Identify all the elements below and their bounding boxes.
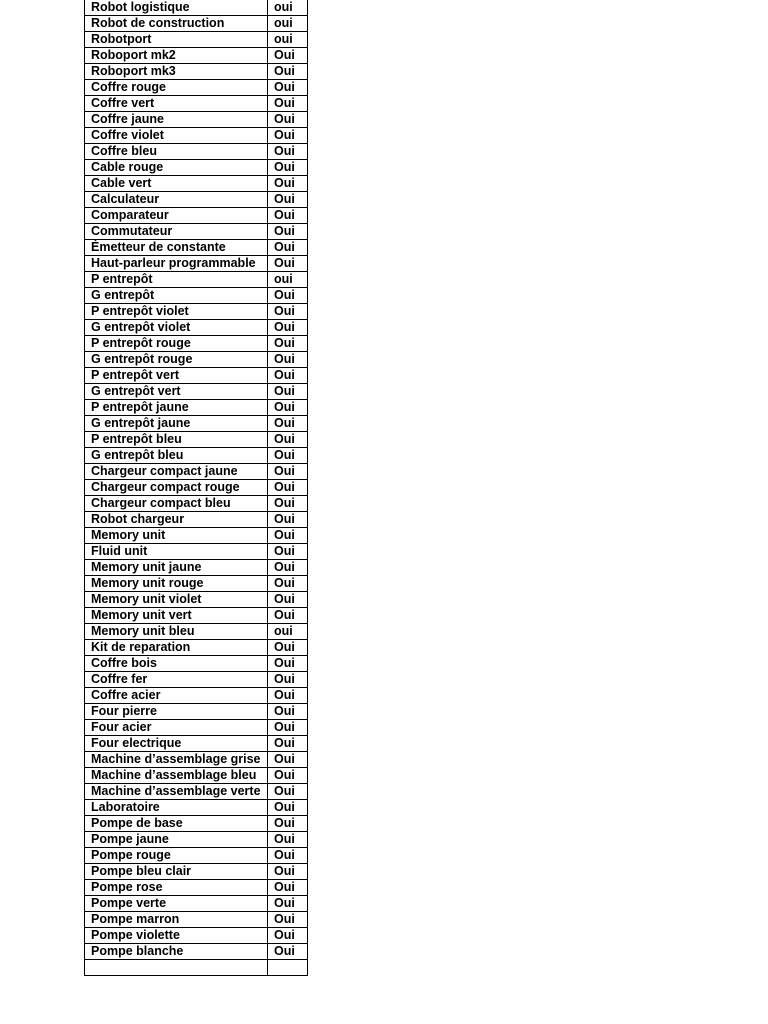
item-name-cell[interactable]: Comparateur: [85, 208, 268, 224]
item-value-cell[interactable]: Oui: [268, 288, 308, 304]
item-value-cell[interactable]: Oui: [268, 384, 308, 400]
item-value-cell[interactable]: Oui: [268, 112, 308, 128]
item-name-cell[interactable]: Robot de construction: [85, 16, 268, 32]
table-row: [85, 336, 308, 352]
item-name-cell[interactable]: Robot logistique: [85, 0, 268, 16]
item-name-cell[interactable]: Coffre jaune: [85, 112, 268, 128]
item-value-cell[interactable]: Oui: [268, 128, 308, 144]
table-row: [85, 352, 308, 368]
items-table: [84, 0, 308, 976]
item-value-cell[interactable]: Oui: [268, 192, 308, 208]
table-row: [85, 512, 308, 528]
item-value-cell[interactable]: Oui: [268, 256, 308, 272]
item-name-cell[interactable]: Memory unit vert: [85, 608, 268, 624]
item-value-cell[interactable]: Oui: [268, 480, 308, 496]
table-row: [85, 240, 308, 256]
item-name-cell[interactable]: Memory unit bleu: [85, 624, 268, 640]
item-name-cell[interactable]: Coffre rouge: [85, 80, 268, 96]
item-name-cell[interactable]: G entrepôt bleu: [85, 448, 268, 464]
item-name-cell[interactable]: Memory unit violet: [85, 592, 268, 608]
item-value-cell[interactable]: Oui: [268, 224, 308, 240]
item-name-cell[interactable]: Pompe rose: [85, 880, 268, 896]
table-row: [85, 720, 308, 736]
item-name-cell[interactable]: Commutateur: [85, 224, 268, 240]
item-name-cell[interactable]: Machine d’assemblage bleu: [85, 768, 268, 784]
item-name-cell[interactable]: Pompe bleu clair: [85, 864, 268, 880]
table-row: [85, 592, 308, 608]
item-value-cell[interactable]: Oui: [268, 416, 308, 432]
table-row: [85, 688, 308, 704]
table-row: [85, 880, 308, 896]
item-value-cell[interactable]: Oui: [268, 640, 308, 656]
item-name-cell[interactable]: P entrepôt violet: [85, 304, 268, 320]
item-name-cell[interactable]: Pompe verte: [85, 896, 268, 912]
item-value-cell[interactable]: Oui: [268, 432, 308, 448]
table-row: [85, 576, 308, 592]
item-name-cell[interactable]: Machine d’assemblage grise: [85, 752, 268, 768]
table-row: [85, 416, 308, 432]
item-value-cell[interactable]: Oui: [268, 720, 308, 736]
table-row: [85, 736, 308, 752]
table-row: [85, 128, 308, 144]
item-name-cell[interactable]: G entrepôt rouge: [85, 352, 268, 368]
item-value-cell[interactable]: oui: [268, 16, 308, 32]
item-value-cell[interactable]: Oui: [268, 736, 308, 752]
table-row: [85, 704, 308, 720]
item-name-cell[interactable]: P entrepôt vert: [85, 368, 268, 384]
table-row: [85, 16, 308, 32]
item-name-cell[interactable]: Chargeur compact rouge: [85, 480, 268, 496]
item-name-cell[interactable]: Four electrique: [85, 736, 268, 752]
item-value-cell[interactable]: Oui: [268, 352, 308, 368]
table-row: [85, 784, 308, 800]
table-row: [85, 752, 308, 768]
item-value-cell[interactable]: Oui: [268, 752, 308, 768]
table-row: [85, 816, 308, 832]
table-row: [85, 544, 308, 560]
item-value-cell[interactable]: Oui: [268, 304, 308, 320]
table-row: [85, 0, 308, 16]
item-name-cell[interactable]: Coffre acier: [85, 688, 268, 704]
table-row: [85, 832, 308, 848]
table-row: [85, 400, 308, 416]
item-name-cell[interactable]: Robot chargeur: [85, 512, 268, 528]
item-name-cell[interactable]: Pompe marron: [85, 912, 268, 928]
table-row: [85, 304, 308, 320]
table-row: [85, 208, 308, 224]
item-value-cell[interactable]: Oui: [268, 464, 308, 480]
table-row: [85, 928, 308, 944]
table-row: [85, 848, 308, 864]
table-row: [85, 96, 308, 112]
item-name-cell[interactable]: Pompe jaune: [85, 832, 268, 848]
table-row: [85, 272, 308, 288]
table-row: [85, 944, 308, 960]
item-name-cell[interactable]: Coffre vert: [85, 96, 268, 112]
item-value-cell[interactable]: Oui: [268, 512, 308, 528]
item-value-cell[interactable]: Oui: [268, 688, 308, 704]
table-row: [85, 256, 308, 272]
table-row: [85, 896, 308, 912]
table-row: [85, 48, 308, 64]
item-name-cell[interactable]: Coffre violet: [85, 128, 268, 144]
item-name-cell[interactable]: Four pierre: [85, 704, 268, 720]
item-value-cell[interactable]: Oui: [268, 544, 308, 560]
table-row: [85, 640, 308, 656]
item-name-cell[interactable]: Memory unit rouge: [85, 576, 268, 592]
table-row: [85, 464, 308, 480]
item-value-cell[interactable]: Oui: [268, 208, 308, 224]
item-value-cell[interactable]: Oui: [268, 592, 308, 608]
table-row: [85, 160, 308, 176]
table-row: [85, 528, 308, 544]
item-name-cell[interactable]: Pompe rouge: [85, 848, 268, 864]
item-name-cell[interactable]: P entrepôt rouge: [85, 336, 268, 352]
item-name-cell[interactable]: Memory unit: [85, 528, 268, 544]
item-value-cell[interactable]: Oui: [268, 576, 308, 592]
item-value-cell[interactable]: Oui: [268, 528, 308, 544]
item-name-cell[interactable]: Coffre bois: [85, 656, 268, 672]
item-name-cell[interactable]: Robotport: [85, 32, 268, 48]
table-row: [85, 288, 308, 304]
item-name-cell[interactable]: G entrepôt jaune: [85, 416, 268, 432]
item-value-cell[interactable]: Oui: [268, 768, 308, 784]
spreadsheet-sheet: [84, 0, 308, 976]
item-value-cell[interactable]: Oui: [268, 48, 308, 64]
item-name-cell[interactable]: Roboport mk2: [85, 48, 268, 64]
item-value-cell[interactable]: oui: [268, 32, 308, 48]
item-value-cell[interactable]: Oui: [268, 144, 308, 160]
item-value-cell[interactable]: Oui: [268, 912, 308, 928]
item-value-cell[interactable]: Oui: [268, 704, 308, 720]
table-row: [85, 192, 308, 208]
table-row: [85, 448, 308, 464]
item-name-cell[interactable]: Haut-parleur programmable: [85, 256, 268, 272]
item-name-cell[interactable]: G entrepôt vert: [85, 384, 268, 400]
table-row: [85, 224, 308, 240]
item-name-cell[interactable]: Calculateur: [85, 192, 268, 208]
item-name-cell[interactable]: Pompe de base: [85, 816, 268, 832]
item-value-cell[interactable]: Oui: [268, 896, 308, 912]
item-value-cell[interactable]: Oui: [268, 608, 308, 624]
item-value-cell[interactable]: Oui: [268, 656, 308, 672]
item-value-cell[interactable]: Oui: [268, 496, 308, 512]
item-name-cell[interactable]: P entrepôt: [85, 272, 268, 288]
item-value-cell[interactable]: Oui: [268, 176, 308, 192]
item-name-cell[interactable]: Pompe violette: [85, 928, 268, 944]
item-value-cell[interactable]: Oui: [268, 320, 308, 336]
table-row: [85, 912, 308, 928]
item-name-cell[interactable]: [85, 960, 268, 976]
table-row: [85, 368, 308, 384]
table-row: [85, 960, 308, 976]
item-value-cell[interactable]: Oui: [268, 400, 308, 416]
item-name-cell[interactable]: G entrepôt violet: [85, 320, 268, 336]
item-name-cell[interactable]: Memory unit jaune: [85, 560, 268, 576]
table-row: [85, 144, 308, 160]
item-name-cell[interactable]: Coffre fer: [85, 672, 268, 688]
item-value-cell[interactable]: Oui: [268, 800, 308, 816]
item-value-cell[interactable]: Oui: [268, 96, 308, 112]
item-value-cell[interactable]: Oui: [268, 928, 308, 944]
table-row: [85, 496, 308, 512]
item-value-cell[interactable]: Oui: [268, 816, 308, 832]
table-row: [85, 624, 308, 640]
table-row: [85, 608, 308, 624]
item-name-cell[interactable]: Fluid unit: [85, 544, 268, 560]
item-name-cell[interactable]: Pompe blanche: [85, 944, 268, 960]
table-row: [85, 480, 308, 496]
item-name-cell[interactable]: Cable vert: [85, 176, 268, 192]
table-row: [85, 320, 308, 336]
item-value-cell[interactable]: Oui: [268, 64, 308, 80]
table-row: [85, 80, 308, 96]
item-name-cell[interactable]: Kit de reparation: [85, 640, 268, 656]
item-value-cell[interactable]: Oui: [268, 368, 308, 384]
item-value-cell[interactable]: Oui: [268, 560, 308, 576]
table-row: [85, 864, 308, 880]
table-row: [85, 64, 308, 80]
items-table-body: [85, 0, 308, 975]
table-row: [85, 176, 308, 192]
table-row: [85, 800, 308, 816]
item-name-cell[interactable]: Cable rouge: [85, 160, 268, 176]
table-row: [85, 672, 308, 688]
item-value-cell[interactable]: Oui: [268, 240, 308, 256]
item-value-cell[interactable]: Oui: [268, 672, 308, 688]
item-value-cell[interactable]: Oui: [268, 336, 308, 352]
item-name-cell[interactable]: Coffre bleu: [85, 144, 268, 160]
item-value-cell[interactable]: Oui: [268, 784, 308, 800]
item-value-cell[interactable]: oui: [268, 272, 308, 288]
item-value-cell[interactable]: Oui: [268, 832, 308, 848]
table-row: [85, 112, 308, 128]
item-value-cell[interactable]: oui: [268, 624, 308, 640]
item-name-cell[interactable]: Émetteur de constante: [85, 240, 268, 256]
item-name-cell[interactable]: P entrepôt jaune: [85, 400, 268, 416]
item-name-cell[interactable]: Chargeur compact bleu: [85, 496, 268, 512]
table-row: [85, 656, 308, 672]
table-row: [85, 768, 308, 784]
item-value-cell[interactable]: Oui: [268, 880, 308, 896]
item-name-cell[interactable]: P entrepôt bleu: [85, 432, 268, 448]
item-value-cell[interactable]: Oui: [268, 80, 308, 96]
item-value-cell[interactable]: Oui: [268, 848, 308, 864]
table-row: [85, 384, 308, 400]
item-name-cell[interactable]: Roboport mk3: [85, 64, 268, 80]
table-row: [85, 432, 308, 448]
item-value-cell[interactable]: Oui: [268, 160, 308, 176]
item-name-cell[interactable]: Laboratoire: [85, 800, 268, 816]
item-name-cell[interactable]: Machine d’assemblage verte: [85, 784, 268, 800]
item-name-cell[interactable]: Chargeur compact jaune: [85, 464, 268, 480]
item-value-cell[interactable]: oui: [268, 0, 308, 16]
item-name-cell[interactable]: Four acier: [85, 720, 268, 736]
table-row: [85, 560, 308, 576]
table-row: [85, 32, 308, 48]
item-value-cell[interactable]: [268, 960, 308, 976]
item-value-cell[interactable]: Oui: [268, 944, 308, 960]
item-name-cell[interactable]: G entrepôt: [85, 288, 268, 304]
item-value-cell[interactable]: Oui: [268, 864, 308, 880]
item-value-cell[interactable]: Oui: [268, 448, 308, 464]
